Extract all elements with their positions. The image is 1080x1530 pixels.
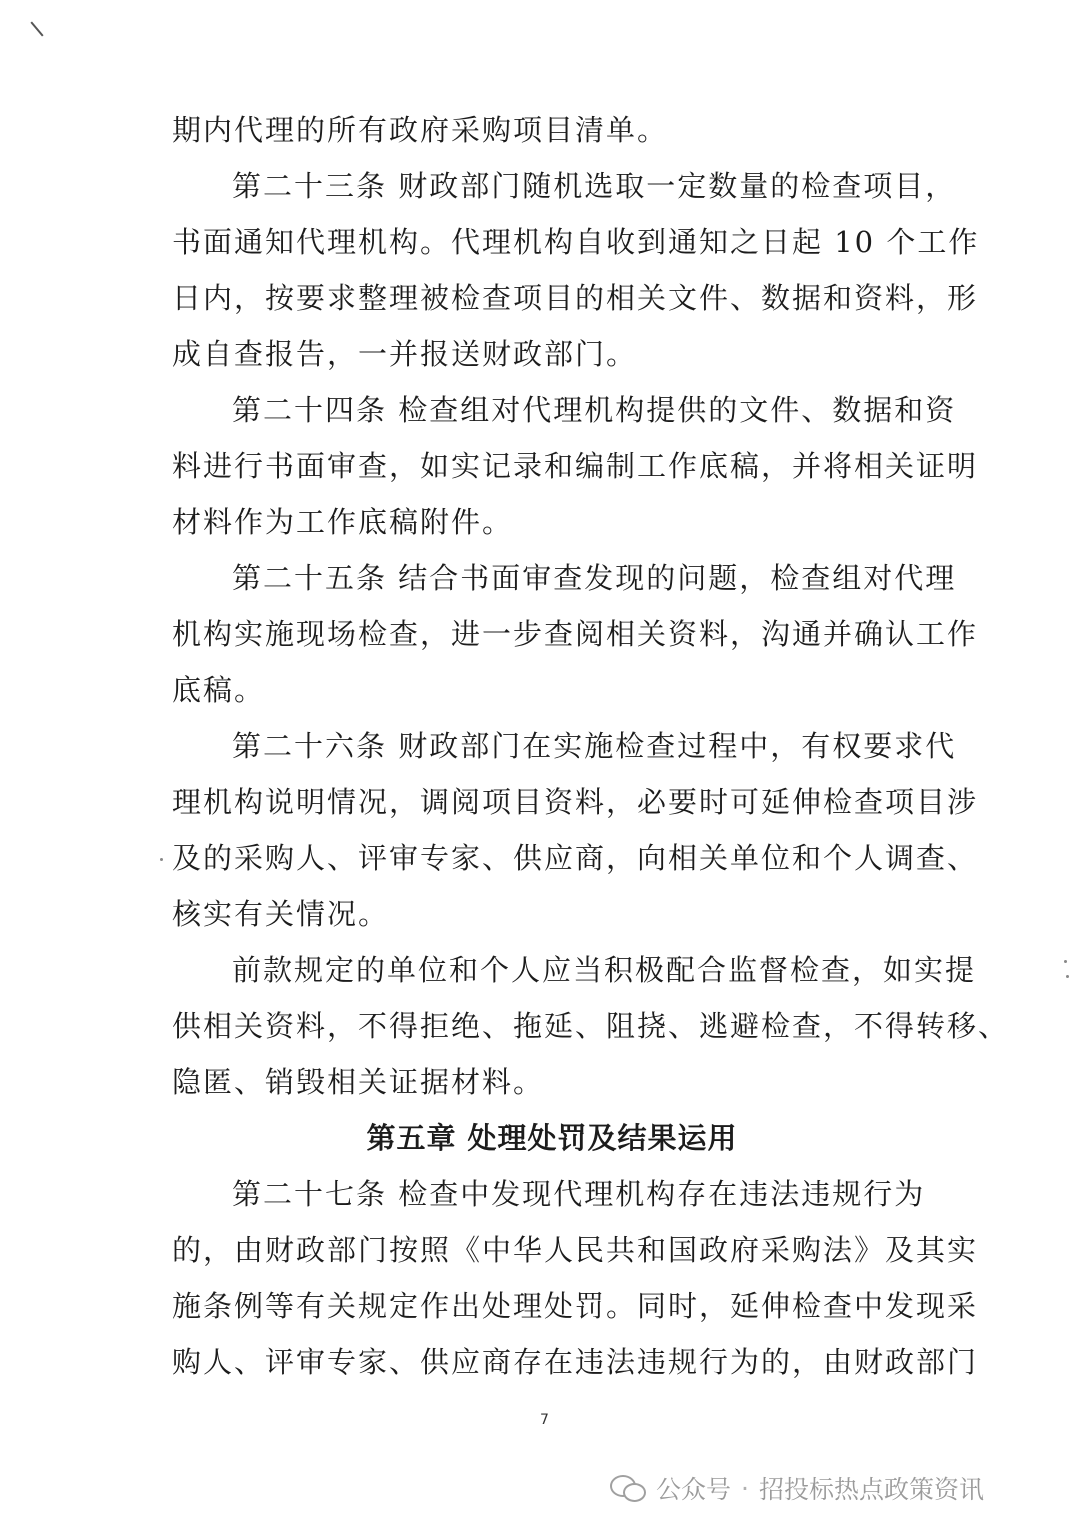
text-line: 成自查报告，一并报送财政部门。 <box>172 337 638 371</box>
scan-speck <box>1064 960 1067 963</box>
text-line: 理机构说明情况，调阅项目资料，必要时可延伸检查项目涉 <box>172 785 979 819</box>
wechat-icon <box>610 1473 646 1503</box>
text-line: 第二十四条 检查组对代理机构提供的文件、数据和资 <box>232 393 957 427</box>
page-number: 7 <box>540 1412 549 1428</box>
text-line: 材料作为工作底稿附件。 <box>172 505 514 539</box>
text-line: 第二十六条 财政部门在实施检查过程中，有权要求代 <box>232 729 957 763</box>
text-line: 隐匿、销毁相关证据材料。 <box>172 1065 545 1099</box>
text-line: 核实有关情况。 <box>172 897 390 931</box>
text-line: 第二十五条 结合书面审查发现的问题，检查组对代理 <box>232 561 957 595</box>
scan-speck <box>160 858 163 861</box>
watermark-separator: · <box>741 1473 749 1503</box>
scan-speck <box>1066 975 1069 978</box>
text-line: 的，由财政部门按照《中华人民共和国政府采购法》及其实 <box>172 1233 979 1267</box>
text-line: 期内代理的所有政府采购项目清单。 <box>172 113 669 147</box>
text-line: 机构实施现场检查，进一步查阅相关资料，沟通并确认工作 <box>172 617 979 651</box>
text-line: 购人、评审专家、供应商存在违法违规行为的，由财政部门 <box>172 1345 979 1379</box>
text-line: 及的采购人、评审专家、供应商，向相关单位和个人调查、 <box>172 841 979 875</box>
text-line: 日内，按要求整理被检查项目的相关文件、数据和资料，形 <box>172 281 979 315</box>
text-line: 供相关资料，不得拒绝、拖延、阻挠、逃避检查，不得转移、 <box>172 1009 1010 1043</box>
text-line: 施条例等有关规定作出处理处罚。同时，延伸检查中发现采 <box>172 1289 979 1323</box>
text-line: 书面通知代理机构。代理机构自收到通知之日起 10 个工作 <box>172 225 980 259</box>
text-line: 底稿。 <box>172 673 266 707</box>
text-line: 第二十三条 财政部门随机选取一定数量的检查项目， <box>232 169 957 203</box>
watermark-account-name: 招投标热点政策资讯 <box>758 1475 984 1504</box>
text-line: 料进行书面审查，如实记录和编制工作底稿，并将相关证明 <box>172 449 979 483</box>
text-line: 第二十七条 检查中发现代理机构存在违法违规行为 <box>232 1177 926 1211</box>
watermark-account-label: 公众号 <box>656 1475 732 1504</box>
text-line: 前款规定的单位和个人应当积极配合监督检查，如实提 <box>232 953 977 987</box>
watermark <box>610 1468 984 1508</box>
chapter-heading: 第五章 处理处罚及结果运用 <box>366 1121 738 1155</box>
scan-mark <box>30 21 43 36</box>
